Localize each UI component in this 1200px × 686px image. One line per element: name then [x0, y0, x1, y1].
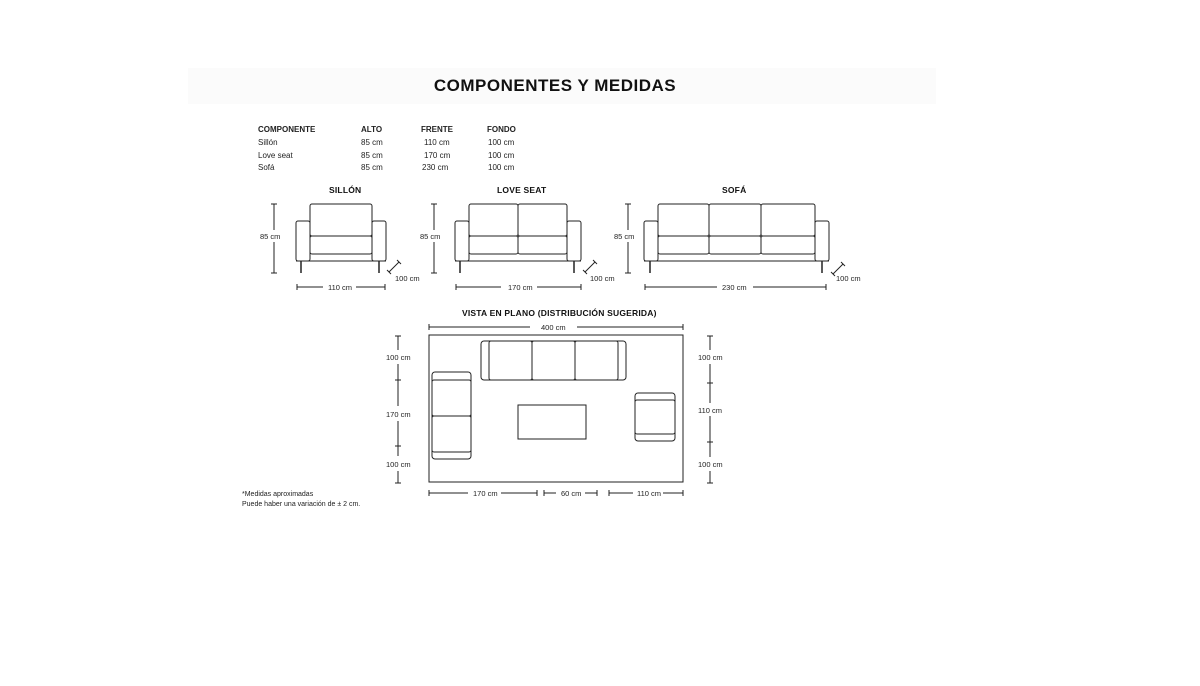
table-cell: Sillón	[258, 138, 278, 147]
table-cell: Love seat	[258, 151, 293, 160]
loveseat-width-label: 170 cm	[508, 283, 533, 292]
plan-bottom-left-label: 170 cm	[473, 489, 498, 498]
table-header-frente: FRENTE	[421, 125, 453, 134]
table-cell: 110 cm	[424, 138, 450, 147]
table-header-alto: ALTO	[361, 125, 383, 134]
plan-left-mid-label: 170 cm	[386, 410, 411, 419]
plan-bottom-right-label: 110 cm	[637, 489, 662, 498]
table-header-componente: COMPONENTE	[258, 125, 316, 134]
plan-drawing	[429, 335, 683, 482]
table-cell: 100 cm	[488, 138, 515, 147]
sillon-depth-label: 100 cm	[395, 274, 420, 283]
loveseat-drawing	[455, 204, 581, 273]
sillon-width-label: 110 cm	[328, 283, 353, 292]
plan-right-mid-label: 110 cm	[698, 406, 723, 415]
table-cell: 170 cm	[424, 151, 451, 160]
note-variation: Puede haber una variación de ± 2 cm.	[242, 501, 361, 508]
sillon-label: SILLÓN	[329, 185, 362, 195]
plan-top-width-label: 400 cm	[541, 323, 566, 332]
loveseat-depth-label: 100 cm	[590, 274, 615, 283]
plan-label: VISTA EN PLANO (DISTRIBUCIÓN SUGERIDA)	[462, 308, 657, 318]
sillon-height-label: 85 cm	[260, 232, 281, 241]
plan-left-top-label: 100 cm	[386, 353, 411, 362]
sofa-drawing	[644, 204, 829, 273]
sofa-height-label: 85 cm	[614, 232, 635, 241]
sofa-depth-label: 100 cm	[836, 274, 861, 283]
table-cell: 230 cm	[422, 163, 449, 172]
plan-left-bottom-label: 100 cm	[386, 460, 411, 469]
plan-bottom-mid-label: 60 cm	[561, 489, 582, 498]
loveseat-label: LOVE SEAT	[497, 185, 547, 195]
note-approx: *Medidas aproximadas	[242, 491, 314, 498]
table-cell: 100 cm	[488, 163, 515, 172]
sillon-drawing	[296, 204, 386, 273]
table-cell: Sofá	[258, 163, 275, 172]
plan-right-bottom-label: 100 cm	[698, 460, 723, 469]
table-cell: 85 cm	[361, 163, 383, 172]
sofa-width-label: 230 cm	[722, 283, 747, 292]
table-cell: 85 cm	[361, 151, 383, 160]
page-title: COMPONENTES Y MEDIDAS	[433, 76, 677, 95]
loveseat-height-label: 85 cm	[420, 232, 441, 241]
table-cell: 85 cm	[361, 138, 383, 147]
plan-right-top-label: 100 cm	[698, 353, 723, 362]
sofa-label: SOFÁ	[722, 185, 747, 195]
table-cell: 100 cm	[488, 151, 515, 160]
table-header-fondo: FONDO	[487, 125, 516, 134]
